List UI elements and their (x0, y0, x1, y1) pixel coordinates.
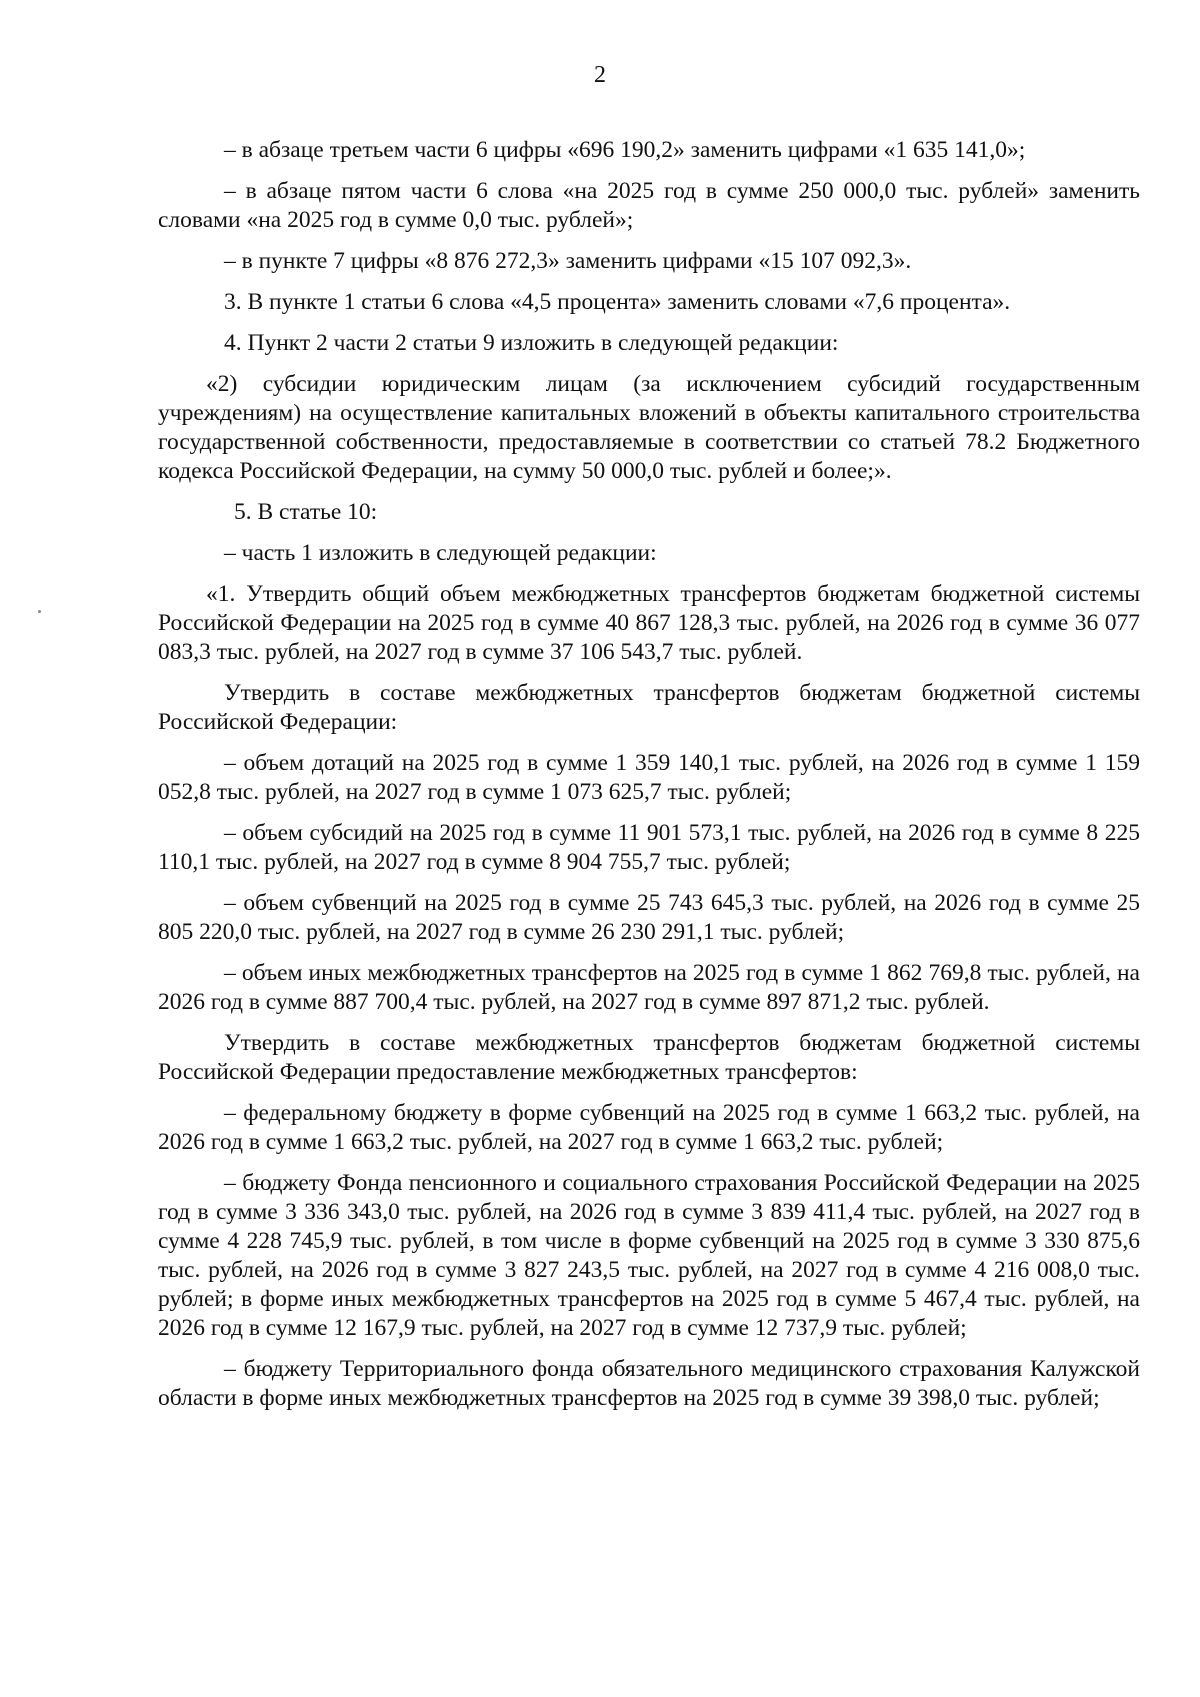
paragraph-subventions-volume: – объем субвенций на 2025 год в сумме 25 743 645,3 тыс. рублей, на 2026 год в сумме 25 805 220,0 тыс. рублей, на 2027 год в сумме 26 230 291,1 тыс. рублей; (158, 890, 1140, 945)
paragraph-medical-insurance-fund: – бюджету Территориального фонда обязательного медицинского страхования Калужской области в форме иных межбюджетных трансфертов на 2025 год в сумме 39 398,0 тыс. рублей; (158, 1356, 1140, 1411)
paragraph-item-4: 4. Пункт 2 части 2 статьи 9 изложить в следующей редакции: (224, 330, 839, 356)
paragraph-grants-volume: – объем дотаций на 2025 год в сумме 1 359 140,1 тыс. рублей, на 2026 год в сумме 1 159 052,8 тыс. рублей, на 2027 год в сумме 1 073 625,7 тыс. рублей; (158, 750, 1140, 805)
paragraph-approve-composition: Утвердить в составе межбюджетных трансфертов бюджетам бюджетной системы Российской Федерации: (158, 680, 1140, 735)
paragraph-amend-part6-para5: – в абзаце пятом части 6 слова «на 2025 год в сумме 250 000,0 тыс. рублей» заменить словами «на 2025 год в сумме 0,0 тыс. рублей»; (158, 178, 1140, 233)
paragraph-other-transfers-volume: – объем иных межбюджетных трансфертов на 2025 год в сумме 1 862 769,8 тыс. рублей, на 2026 год в сумме 887 700,4 тыс. рублей, на 2027 год в сумме 897 871,2 тыс. рублей. (158, 960, 1140, 1015)
paragraph-approve-provision: Утвердить в составе межбюджетных трансфертов бюджетам бюджетной системы Российской Федерации предоставление межбюджетных трансфертов: (158, 1030, 1140, 1085)
page-number: 2 (594, 62, 606, 88)
scan-artifact (38, 610, 41, 613)
paragraph-total-transfers: «1. Утвердить общий объем межбюджетных трансфертов бюджетам бюджетной системы Российской Федерации на 2025 год в сумме 40 867 128,3 тыс. рублей, на 2026 год в сумме 36 077 083,3 тыс. рублей, на 2027 год в сумме 37 106 543,7 тыс. рублей. (158, 581, 1140, 665)
paragraph-item-5: 5. В статье 10: (234, 499, 378, 525)
paragraph-part1-intro: – часть 1 изложить в следующей редакции: (224, 540, 657, 566)
paragraph-amend-item7: – в пункте 7 цифры «8 876 272,3» заменить цифрами «15 107 092,3». (224, 248, 912, 274)
paragraph-federal-budget: – федеральному бюджету в форме субвенций на 2025 год в сумме 1 663,2 тыс. рублей, на 2026 год в сумме 1 663,2 тыс. рублей, на 2027 год в сумме 1 663,2 тыс. рублей; (158, 1100, 1140, 1155)
paragraph-amend-part6-para3: – в абзаце третьем части 6 цифры «696 190,2» заменить цифрами «1 635 141,0»; (224, 137, 1026, 163)
paragraph-subsidies-volume: – объем субсидий на 2025 год в сумме 11 901 573,1 тыс. рублей, на 2026 год в сумме 8 225 110,1 тыс. рублей, на 2027 год в сумме 8 904 755,7 тыс. рублей; (158, 820, 1140, 875)
paragraph-item-3: 3. В пункте 1 статьи 6 слова «4,5 процента» заменить словами «7,6 процента». (224, 289, 1011, 315)
paragraph-subsidies-quote: «2) субсидии юридическим лицам (за исключением субсидий государственным учреждениям) на осуществление капитальных вложений в объекты капитального строительства государственной собственности, предоставляемые в соответствии со статьей 78.2 Бюджетного кодекса Российской Федерации, на сумму 50 000,0 тыс. рублей и более;». (158, 371, 1140, 484)
document-body (158, 136, 1140, 1425)
paragraph-pension-fund: – бюджету Фонда пенсионного и социального страхования Российской Федерации на 2025 год в сумме 3 336 343,0 тыс. рублей, на 2026 год в сумме 3 839 411,4 тыс. рублей, на 2027 год в сумме 4 228 745,9 тыс. рублей, в том числе в форме субвенций на 2025 год в сумме 3 330 875,6 тыс. рублей, на 2026 год в сумме 3 827 243,5 тыс. рублей, на 2027 год в сумме 4 216 008,0 тыс. рублей; в форме иных межбюджетных трансфертов на 2025 год в сумме 5 467,4 тыс. рублей, на 2026 год в сумме 12 167,9 тыс. рублей, на 2027 год в сумме 12 737,9 тыс. рублей; (158, 1170, 1140, 1341)
